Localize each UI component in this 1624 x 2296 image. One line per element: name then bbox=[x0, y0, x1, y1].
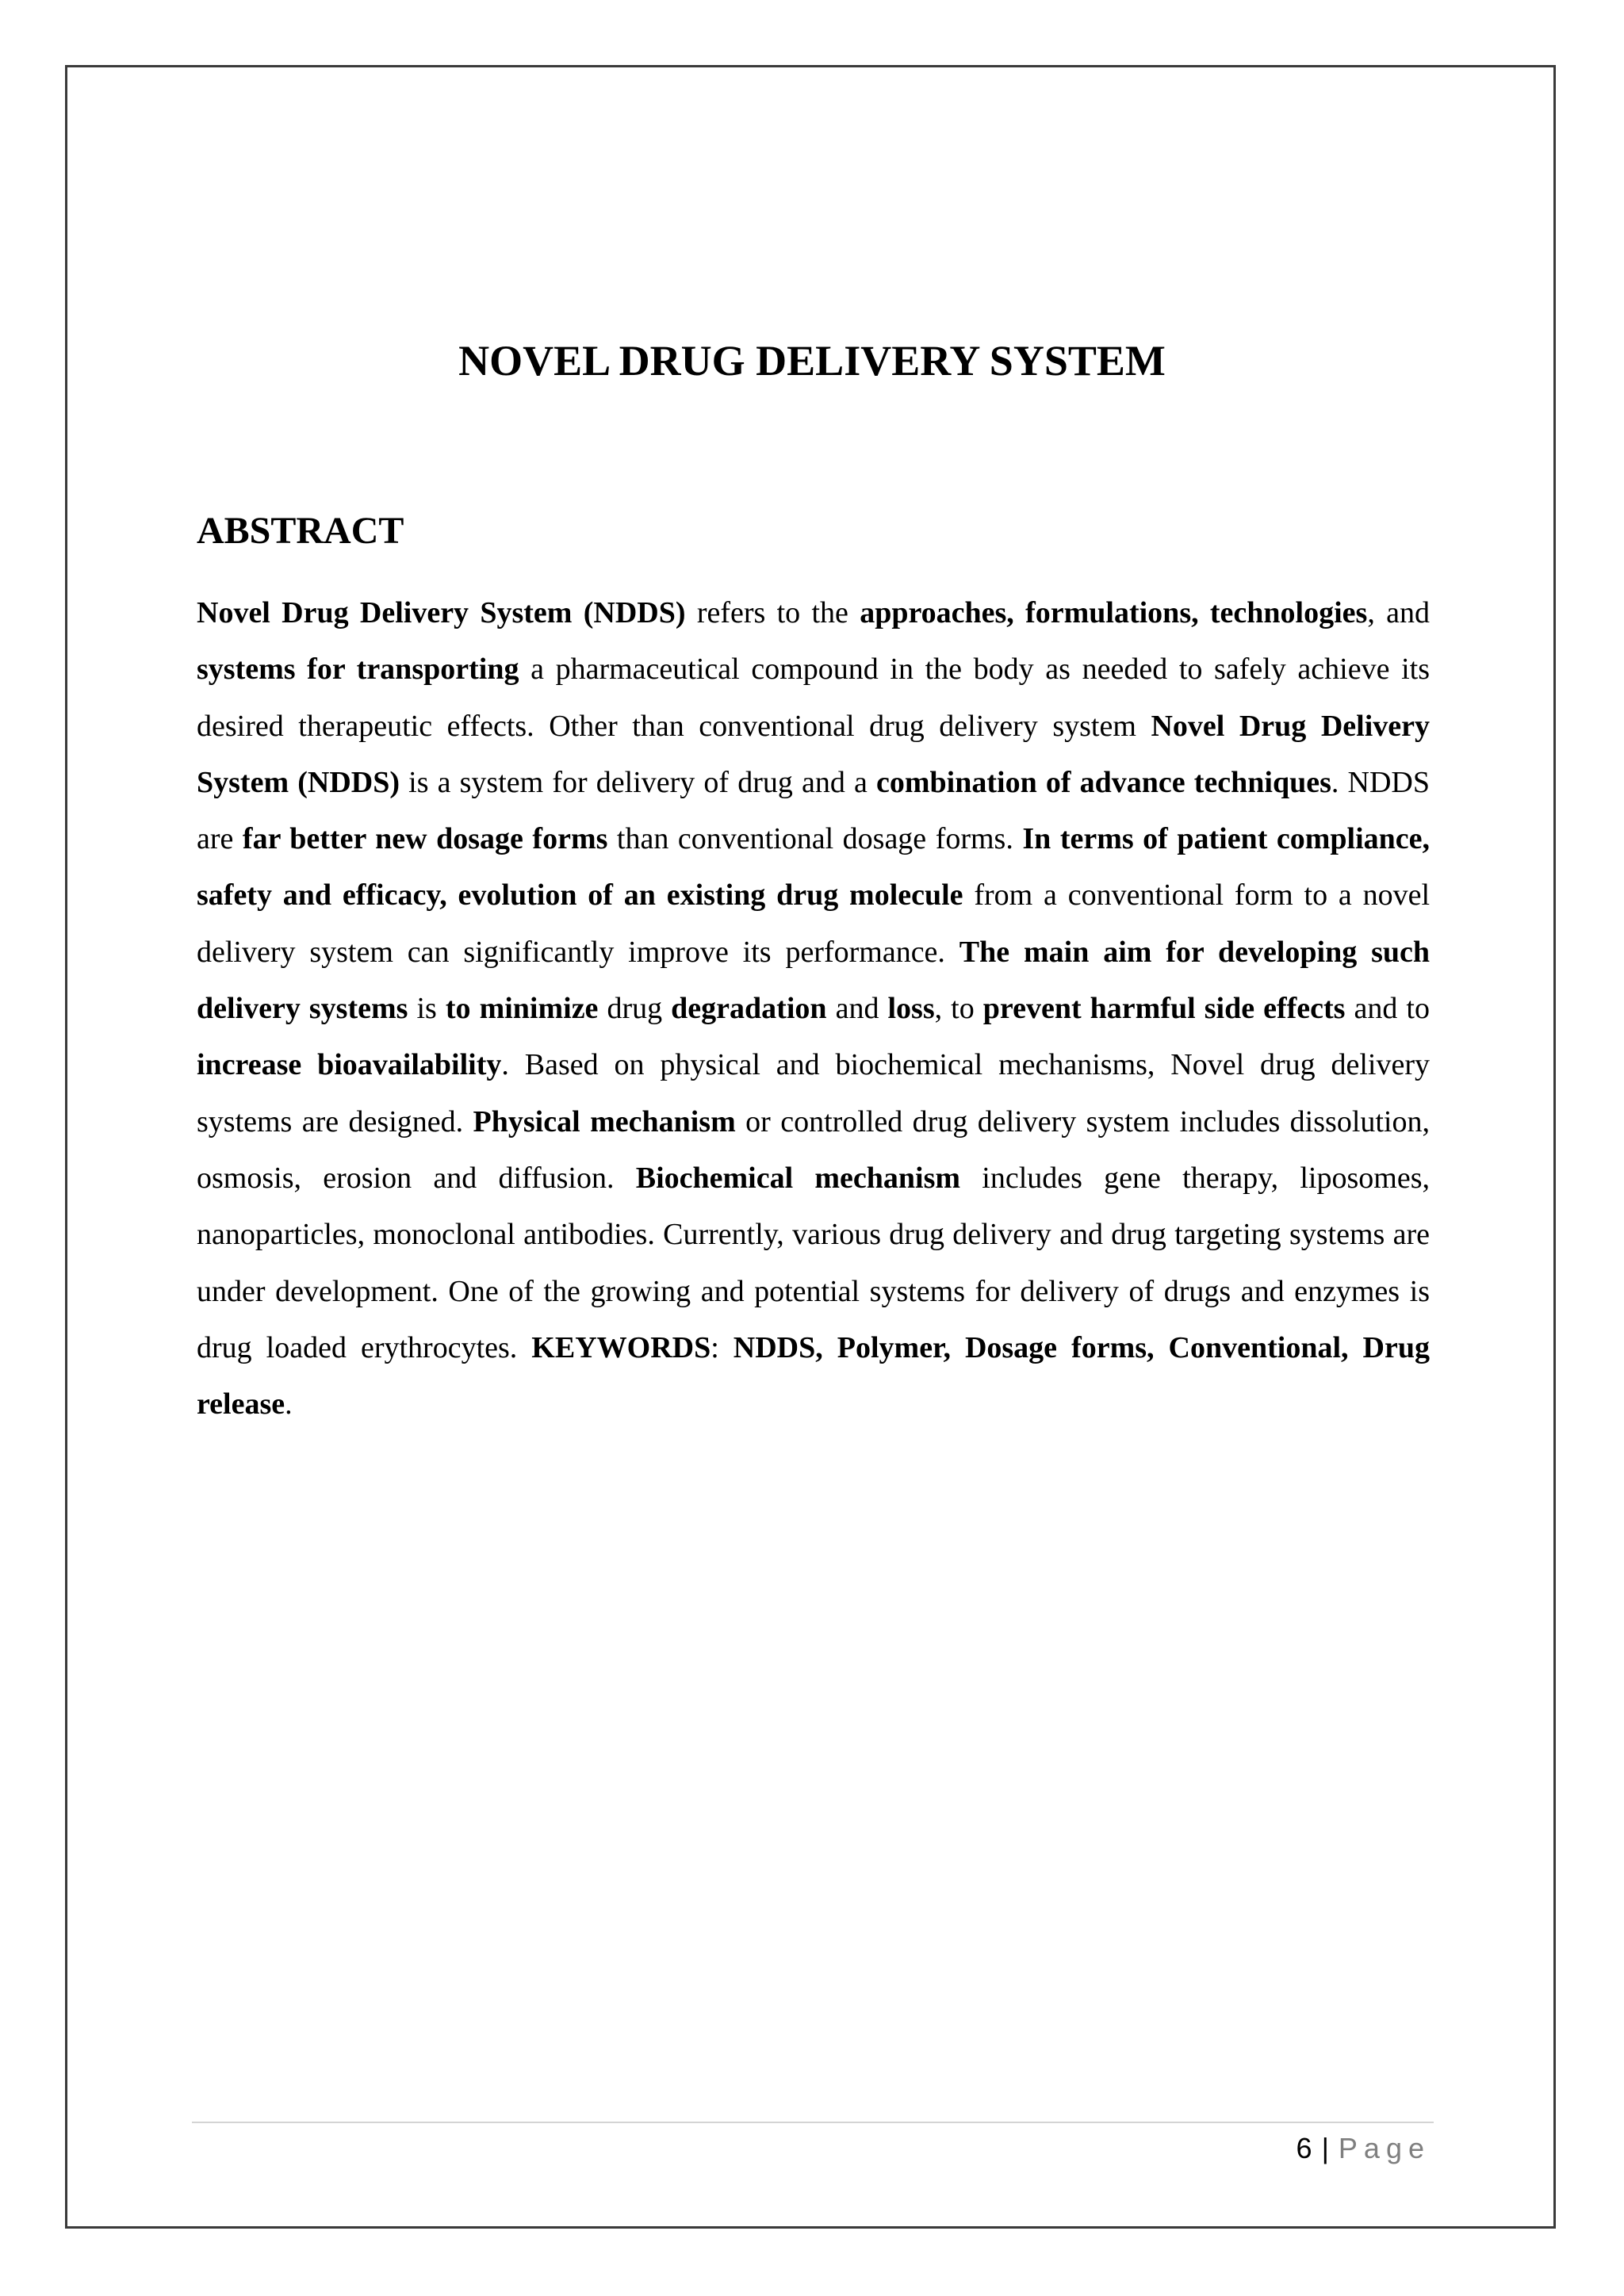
abstract-bold-run: The main aim for developing such delivery systems bbox=[197, 935, 1430, 1026]
abstract-bold-run: systems for transporting bbox=[197, 652, 519, 687]
abstract-bold-run: Biochemical mechanism bbox=[635, 1161, 961, 1195]
abstract-text-run: or controlled drug delivery system includes dissolution, osmosis, erosion and diffusion. bbox=[197, 1104, 1430, 1195]
page-number: 6 bbox=[1296, 2132, 1312, 2164]
abstract-text-run: refers to the bbox=[685, 596, 860, 629]
abstract-text-run: . bbox=[285, 1387, 293, 1422]
footer-separator: | bbox=[1321, 2132, 1329, 2164]
abstract-text-run: a pharmaceutical compound in the body as needed to safely achieve its desired therapeutic effects. Other than conventional drug delivery system bbox=[197, 652, 1430, 743]
abstract-text-run: . NDDS are bbox=[197, 765, 1431, 856]
page-footer bbox=[1297, 2131, 1431, 2166]
abstract-text-run: from a conventional form to a novel delivery system can significantly improve its performance. bbox=[197, 878, 1431, 969]
abstract-bold-run: far better new dosage forms bbox=[242, 822, 608, 856]
abstract-bold-run: Novel Drug Delivery System (NDDS) bbox=[197, 596, 686, 629]
abstract-bold-run: loss bbox=[887, 992, 935, 1026]
abstract-bold-run: approaches, formulations, technologies bbox=[860, 596, 1368, 629]
abstract-text-run: and bbox=[826, 992, 888, 1026]
abstract-text-run: , to bbox=[934, 992, 983, 1026]
abstract-text-run: includes gene therapy, liposomes, nanoparticles, monoclonal antibodies. Currently, various drug delivery and drug targeting systems are under development. One of the growing and potential systems for delivery of drugs and enzymes is drug loaded erythrocytes. bbox=[197, 1161, 1430, 1364]
abstract-bold-run: increase bioavailability bbox=[197, 1048, 502, 1082]
abstract-text-run: is a system for delivery of drug and a bbox=[400, 765, 877, 799]
abstract-text-run: , and bbox=[1367, 596, 1430, 629]
abstract-bold-run: NDDS, Polymer, Dosage forms, Conventional, Drug release bbox=[197, 1330, 1430, 1422]
abstract-bold-run: Novel Drug Delivery System (NDDS) bbox=[197, 709, 1430, 799]
abstract-heading: ABSTRACT bbox=[197, 510, 404, 552]
abstract-bold-run: degradation bbox=[671, 992, 827, 1026]
footer-divider bbox=[192, 2122, 1434, 2123]
abstract-bold-run: In terms of patient compliance, safety and efficacy, evolution of an existing drug molecule bbox=[197, 822, 1431, 913]
page-label: Page bbox=[1338, 2132, 1431, 2164]
abstract-text-run: drug bbox=[598, 992, 672, 1026]
abstract-bold-run: prevent harmful side effects bbox=[982, 992, 1346, 1026]
abstract-text-run: : bbox=[710, 1330, 733, 1364]
abstract-text-run: is bbox=[408, 992, 446, 1026]
abstract-bold-run: to minimize bbox=[445, 992, 599, 1026]
abstract-bold-run: Physical mechanism bbox=[473, 1104, 736, 1138]
abstract-paragraph bbox=[197, 585, 1430, 1433]
document-title: NOVEL DRUG DELIVERY SYSTEM bbox=[458, 337, 1166, 385]
abstract-text-run: than conventional dosage forms. bbox=[607, 822, 1023, 856]
abstract-bold-run: combination of advance techniques bbox=[876, 765, 1331, 799]
abstract-bold-run: KEYWORDS bbox=[531, 1330, 711, 1364]
abstract-text-run: . Based on physical and biochemical mechanisms, Novel drug delivery systems are designed. bbox=[197, 1048, 1431, 1138]
abstract-text-run: and to bbox=[1345, 992, 1430, 1026]
